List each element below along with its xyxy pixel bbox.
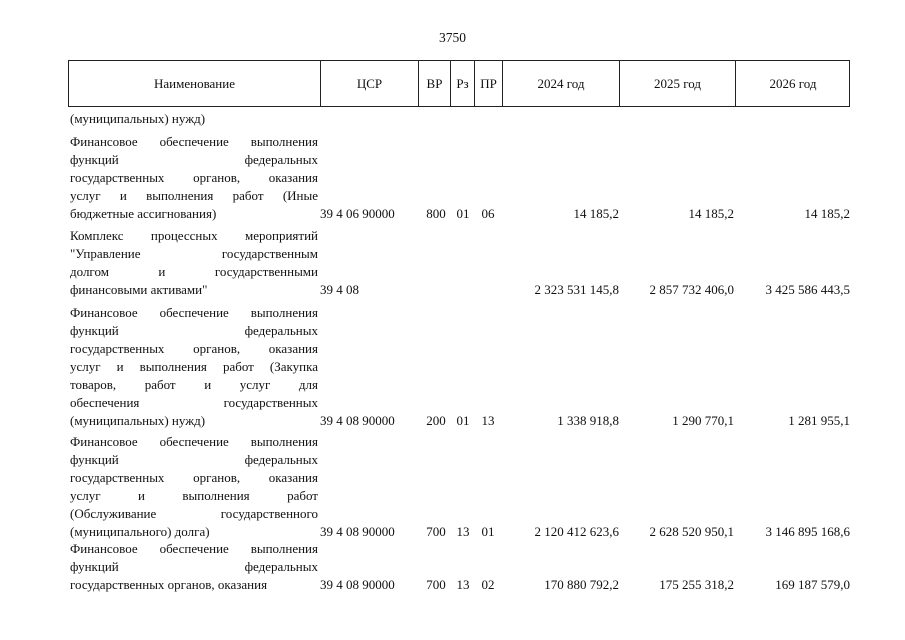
row-name-line: функций федеральных — [70, 559, 318, 574]
row-name-line: Финансовое обеспечение выполнения — [70, 541, 318, 556]
header-csr: ЦСР — [320, 61, 418, 106]
row-2025: 2 857 732 406,0 — [649, 282, 734, 297]
row-2025: 2 628 520 950,1 — [649, 524, 734, 539]
row-rz: 13 — [456, 524, 470, 539]
row-name-line: функций федеральных — [70, 323, 318, 338]
row-2025: 1 290 770,1 — [672, 413, 734, 428]
row-name-line: услуг и выполнения работ (Иные — [70, 188, 318, 203]
row-name-line: "Управление государственным — [70, 246, 318, 261]
row-csr: 39 4 08 90000 — [320, 524, 395, 539]
row-2026: 3 425 586 443,5 — [765, 282, 850, 297]
row-pr: 02 — [481, 577, 495, 592]
row-pr: 01 — [481, 524, 495, 539]
row-name-line: государственных органов, оказания — [70, 470, 318, 485]
row-csr: 39 4 08 90000 — [320, 577, 395, 592]
row-rz: 01 — [456, 413, 470, 428]
row-name-line: государственных органов, оказания — [70, 170, 318, 185]
row-name-line: функций федеральных — [70, 452, 318, 467]
row-name-line: функций федеральных — [70, 152, 318, 167]
row-2024: 14 185,2 — [573, 206, 619, 221]
row-name — [70, 433, 318, 541]
row-csr: 39 4 08 — [320, 282, 359, 297]
row-vr: 700 — [426, 524, 446, 539]
row-csr: 39 4 06 90000 — [320, 206, 395, 221]
row-rz: 13 — [456, 577, 470, 592]
row-2025: 175 255 318,2 — [659, 577, 734, 592]
row-name — [70, 304, 318, 430]
table-header — [68, 60, 850, 107]
row-name-line: финансовыми активами" — [70, 282, 208, 297]
row-name-line: Финансовое обеспечение выполнения — [70, 134, 318, 149]
row-vr: 800 — [426, 206, 446, 221]
row-2024: 2 120 412 623,6 — [534, 524, 619, 539]
row-name-line: услуг и выполнения работ — [70, 488, 318, 503]
row-pr: 13 — [481, 413, 495, 428]
row-2026: 14 185,2 — [804, 206, 850, 221]
header-name: Наименование — [154, 76, 235, 91]
header-pr: ПР — [474, 61, 502, 106]
page-number: 3750 — [439, 30, 466, 45]
row-name — [70, 540, 318, 594]
row-pr: 06 — [481, 206, 495, 221]
row-name-line: обеспечения государственных — [70, 395, 318, 410]
row-rz: 01 — [456, 206, 470, 221]
row-name — [70, 227, 318, 299]
row-name-line: (муниципальных) нужд) — [70, 111, 206, 126]
row-csr: 39 4 08 90000 — [320, 413, 395, 428]
header-2024: 2024 год — [502, 61, 619, 106]
row-2026: 1 281 955,1 — [788, 413, 850, 428]
header-rz: Рз — [450, 61, 474, 106]
row-2026: 3 146 895 168,6 — [765, 524, 850, 539]
row-vr: 700 — [426, 577, 446, 592]
row-name-line: товаров, работ и услуг для — [70, 377, 318, 392]
row-name-line: (муниципальных) нужд) — [70, 413, 206, 428]
row-2025: 14 185,2 — [688, 206, 734, 221]
row-2026: 169 187 579,0 — [775, 577, 850, 592]
row-name-line: Комплекс процессных мероприятий — [70, 228, 318, 243]
row-name-line: государственных органов, оказания — [70, 577, 268, 592]
row-vr: 200 — [426, 413, 446, 428]
header-2025: 2025 год — [619, 61, 735, 106]
row-name-line: долгом и государственными — [70, 264, 318, 279]
row-name — [70, 110, 318, 128]
row-2024: 2 323 531 145,8 — [534, 282, 619, 297]
row-name-line: бюджетные ассигнования) — [70, 206, 217, 221]
row-2024: 170 880 792,2 — [544, 577, 619, 592]
row-name — [70, 133, 318, 223]
header-2026: 2026 год — [735, 61, 850, 106]
header-vr: ВР — [418, 61, 450, 106]
row-name-line: услуг и выполнения работ (Закупка — [70, 359, 318, 374]
row-name-line: (муниципального) долга) — [70, 524, 210, 539]
row-name-line: Финансовое обеспечение выполнения — [70, 434, 318, 449]
row-2024: 1 338 918,8 — [557, 413, 619, 428]
row-name-line: (Обслуживание государственного — [70, 506, 318, 521]
row-name-line: Финансовое обеспечение выполнения — [70, 305, 318, 320]
row-name-line: государственных органов, оказания — [70, 341, 318, 356]
